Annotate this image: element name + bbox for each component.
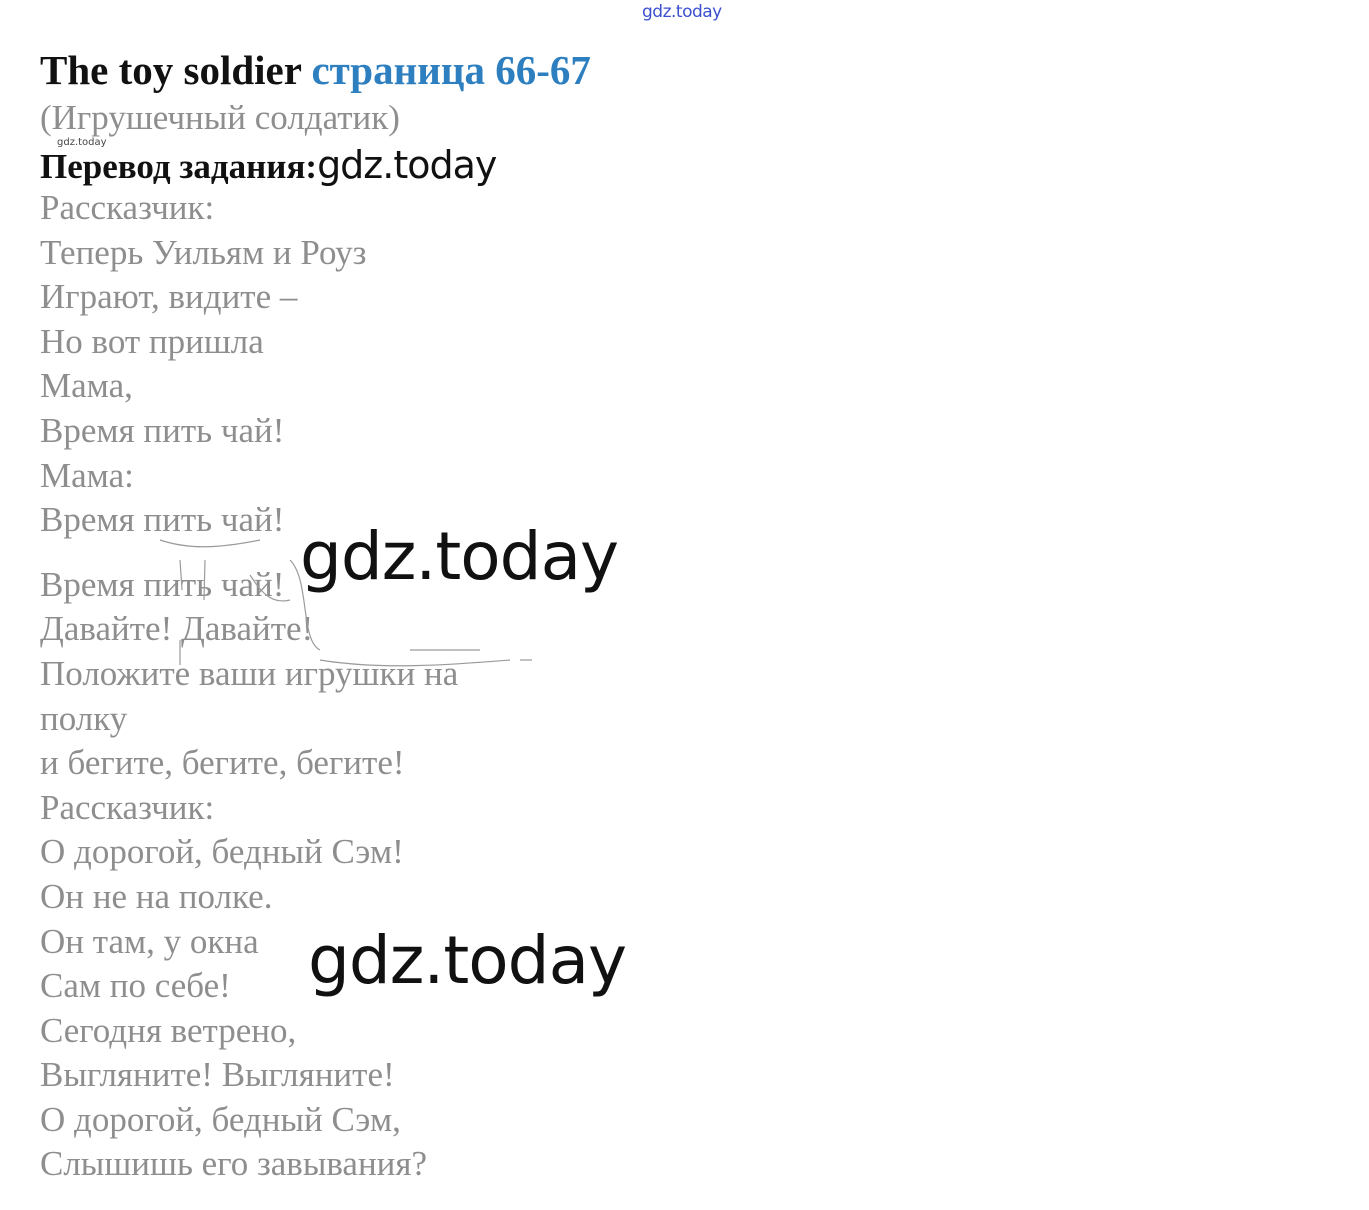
verse-line: Но вот пришла bbox=[40, 321, 264, 361]
watermark-top: gdz.today bbox=[642, 2, 722, 22]
verse-line: О дорогой, бедный Сэм, bbox=[40, 1099, 401, 1139]
verse-line: Слышишь его завывания? bbox=[40, 1144, 428, 1184]
watermark-large: gdz.today bbox=[308, 922, 627, 999]
watermark-inline: gdz.today bbox=[317, 143, 497, 187]
task-heading bbox=[40, 143, 496, 187]
verse-line: Он там, у окна bbox=[40, 921, 259, 961]
page-subtitle: (Игрушечный солдатик) bbox=[40, 98, 400, 137]
verse-line: Сам по себе! bbox=[40, 966, 231, 1006]
verse-line: Мама, bbox=[40, 366, 133, 406]
page-title bbox=[40, 46, 591, 94]
verse-line: Сегодня ветрено, bbox=[40, 1010, 297, 1050]
verse-line: Он не на полке. bbox=[40, 876, 273, 916]
title-pages: страница 66-67 bbox=[311, 47, 591, 93]
verse-line: Мама: bbox=[40, 455, 134, 495]
watermark-small: gdz.today bbox=[57, 137, 107, 148]
verse-line: Выгляните! Выгляните! bbox=[40, 1055, 395, 1095]
title-english: The toy soldier bbox=[40, 47, 302, 93]
verse-line: О дорогой, бедный Сэм! bbox=[40, 832, 404, 872]
verse-line: Давайте! Давайте! bbox=[40, 609, 314, 649]
verse-line: Время пить чай! bbox=[40, 564, 285, 604]
verse-line: Играют, видите – bbox=[40, 277, 298, 317]
watermark-large: gdz.today bbox=[300, 518, 619, 595]
task-label: Перевод задания: bbox=[40, 147, 318, 186]
verse-line: Положите ваши игрушки на bbox=[40, 653, 459, 693]
verse-line: Теперь Уильям и Роуз bbox=[40, 232, 367, 272]
verse-line: Рассказчик: bbox=[40, 188, 215, 227]
verse-line: и бегите, бегите, бегите! bbox=[40, 743, 405, 783]
verse-line: полку bbox=[40, 698, 128, 738]
verse-line: Рассказчик: bbox=[40, 787, 215, 827]
verse-line: Время пить чай! bbox=[40, 500, 285, 540]
verse-line: Время пить чай! bbox=[40, 410, 285, 450]
